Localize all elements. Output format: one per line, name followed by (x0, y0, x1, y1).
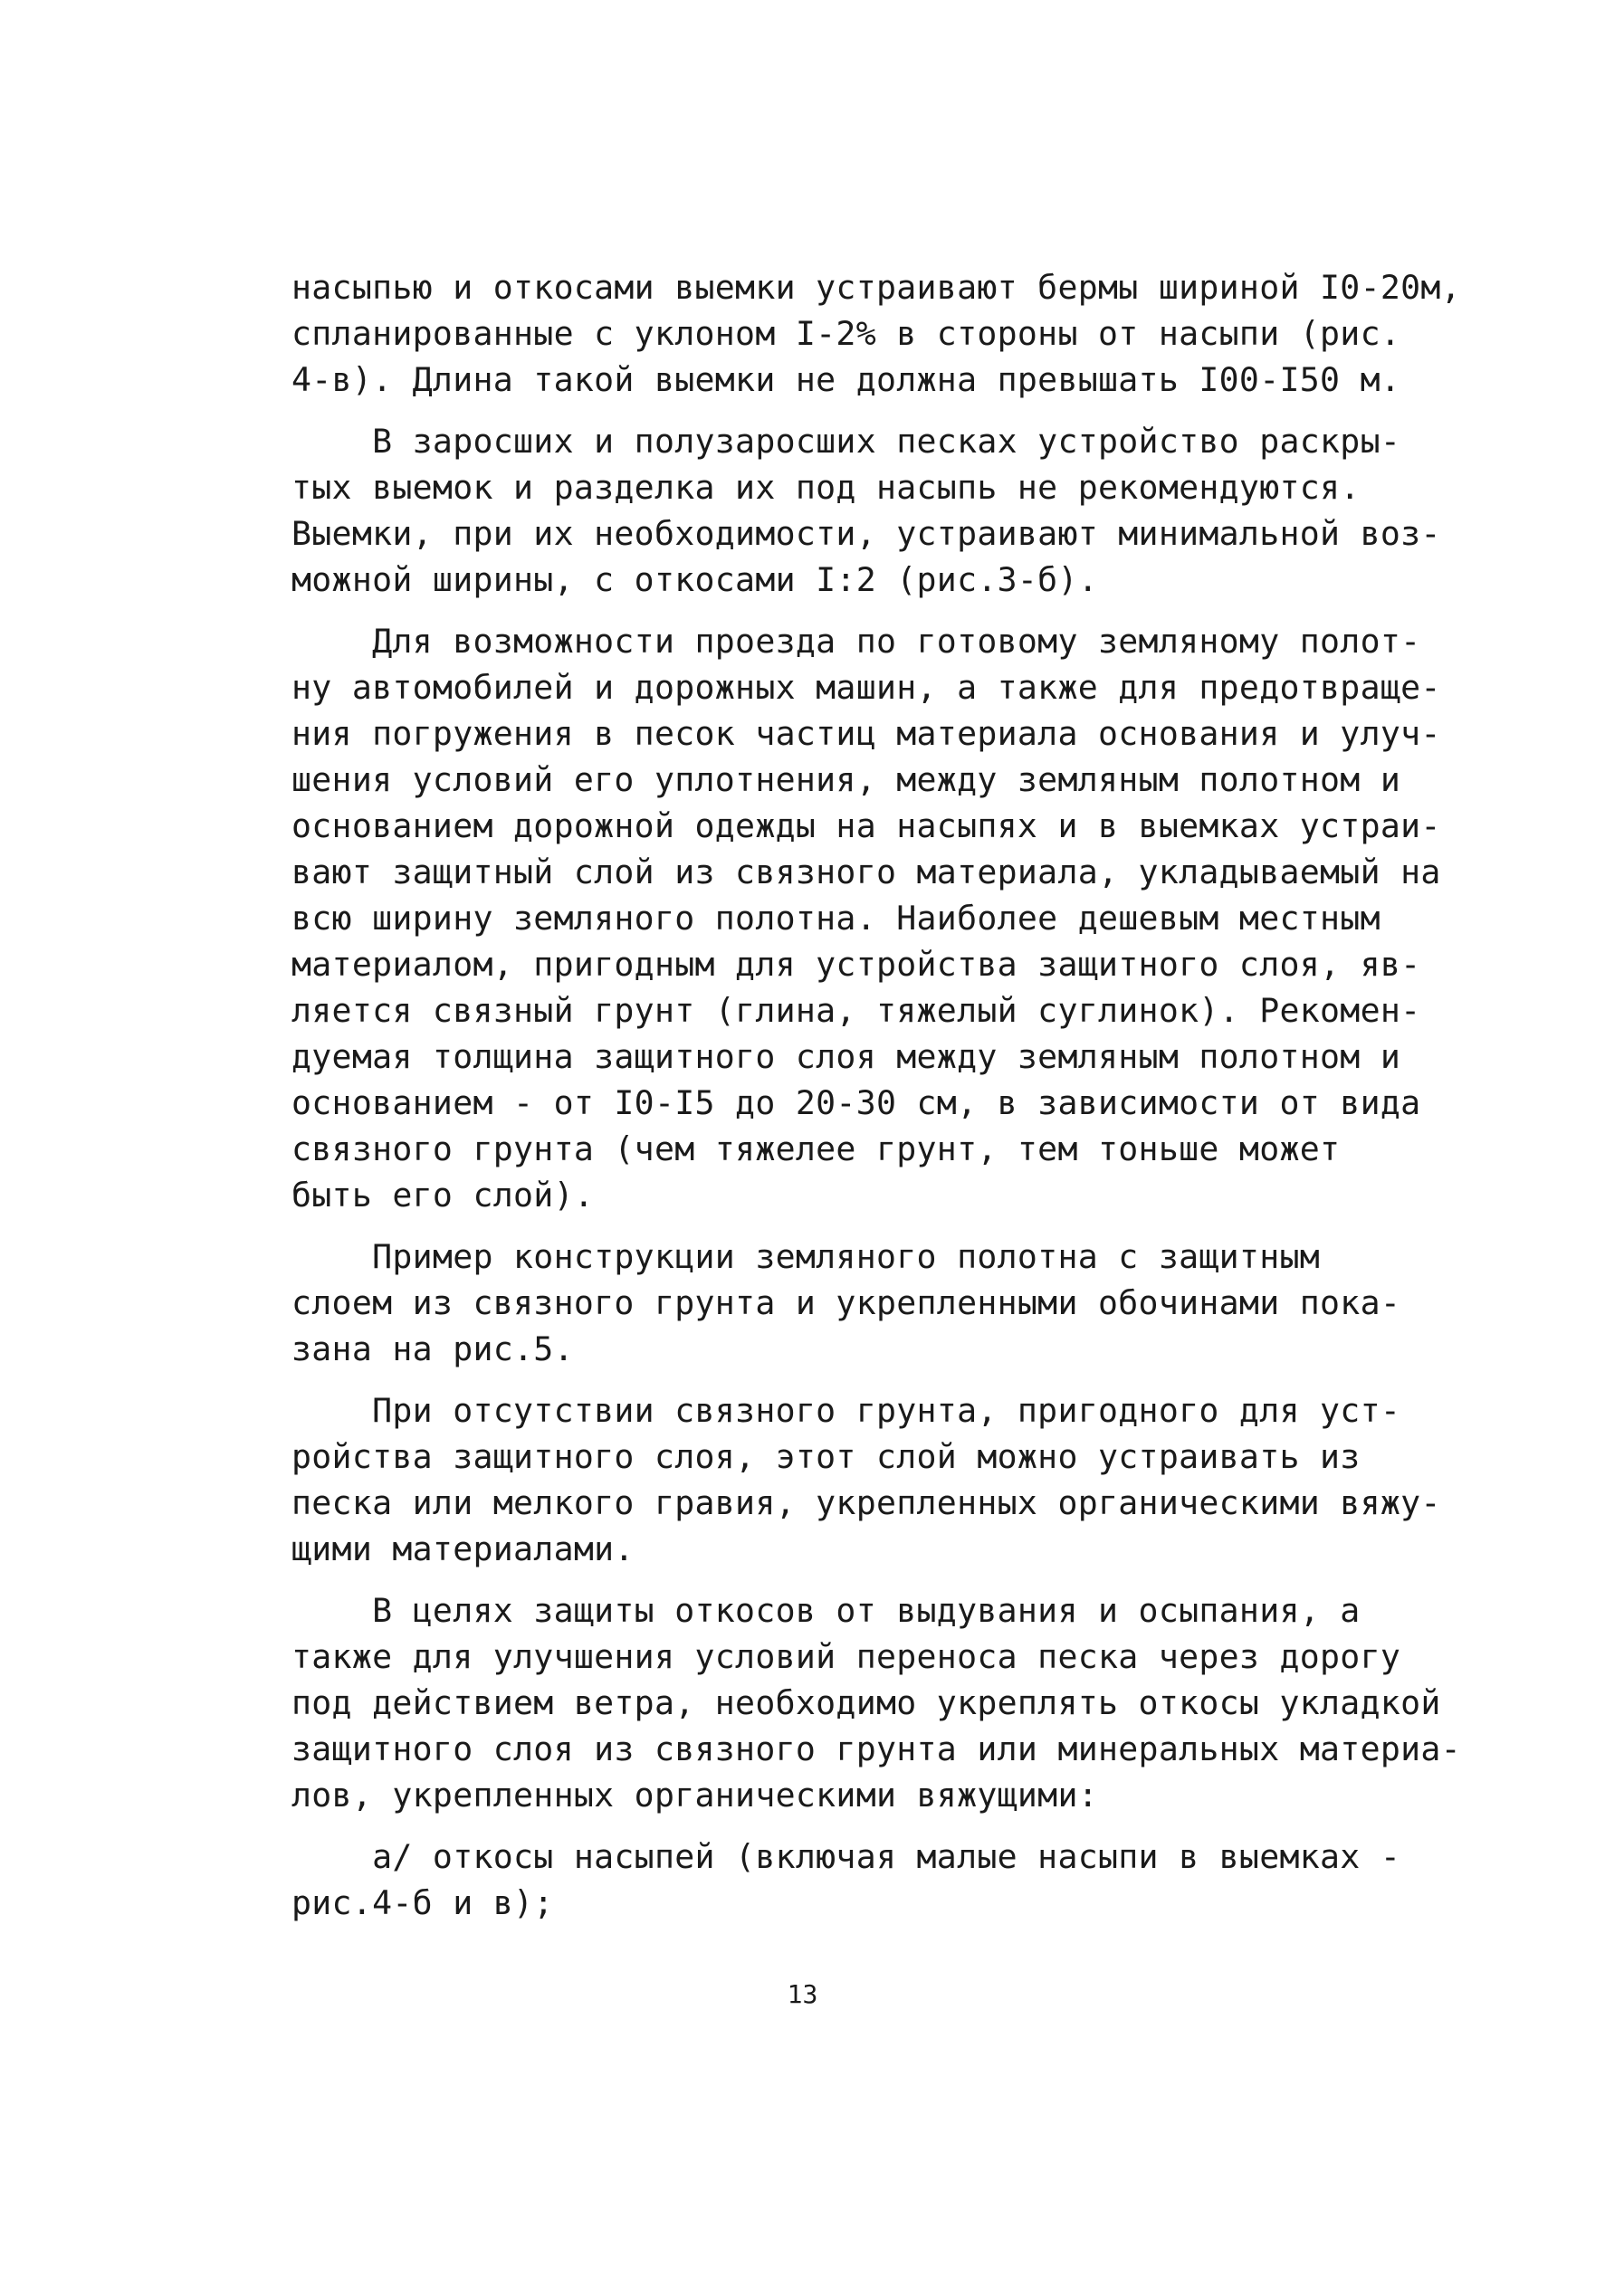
text-line: всю ширину земляного полотна. Наиболее дешевым местным (291, 899, 1380, 938)
paragraph (291, 1387, 1441, 1572)
paragraph (291, 1587, 1461, 1818)
text-line: песка или мелкого гравия, укрепленных органическими вяжу- (291, 1483, 1441, 1522)
text-line: 4-в). Длина такой выемки не должна превышать I00-I50 м. (291, 360, 1401, 399)
text-line: насыпью и откосами выемки устраивают бермы шириной I0-20м, (291, 268, 1461, 307)
text-line: также для улучшения условий переноса песка через дорогу (291, 1637, 1401, 1676)
paragraph (291, 1834, 1401, 1926)
text-line: материалом, пригодным для устройства защитного слоя, яв- (291, 945, 1421, 984)
text-line: Для возможности проезда по готовому земляному полот- (291, 622, 1421, 661)
paragraph (291, 264, 1461, 403)
text-line: лов, укрепленных органическими вяжущими: (291, 1776, 1098, 1815)
text-line: В целях защиты откосов от выдувания и осыпания, а (291, 1591, 1361, 1630)
page-number: 13 (787, 1979, 818, 2009)
text-line: ляется связный грунт (глина, тяжелый суглинок). Рекомен- (291, 991, 1421, 1030)
text-line: В заросших и полузаросших песках устройство раскры- (291, 422, 1401, 461)
paragraph-gap (291, 1572, 1360, 1587)
text-line: тых выемок и разделка их под насыпь не рекомендуются. (291, 468, 1361, 507)
text-line: щими материалами. (291, 1529, 635, 1568)
text-line: вают защитный слой из связного материала, укладываемый на (291, 853, 1441, 891)
text-line: быть его слой). (291, 1176, 595, 1215)
text-line: основанием дорожной одежды на насыпях и в выемках устраи- (291, 806, 1441, 845)
text-line: слоем из связного грунта и укрепленными обочинами пока- (291, 1283, 1401, 1322)
paragraph-gap (291, 1372, 1360, 1387)
text-line: дуемая толщина защитного слоя между земляным полотном и (291, 1037, 1401, 1076)
paragraph-gap (291, 1218, 1360, 1234)
text-line: а/ откосы насыпей (включая малые насыпи в выемках - (291, 1837, 1401, 1876)
text-line: можной ширины, с откосами I:2 (рис.3-б). (291, 560, 1098, 599)
text-line: ния погружения в песок частиц материала основания и улуч- (291, 714, 1441, 753)
text-line: связного грунта (чем тяжелее грунт, тем тоньше может (291, 1129, 1341, 1168)
text-line: ройства защитного слоя, этот слой можно устраивать из (291, 1437, 1361, 1476)
text-line: рис.4-б и в); (291, 1883, 554, 1922)
text-line: Пример конструкции земляного полотна с защитным (291, 1237, 1321, 1276)
paragraph (291, 418, 1441, 603)
paragraph (291, 618, 1441, 1218)
paragraph-gap (291, 603, 1360, 618)
paragraph-gap (291, 403, 1360, 418)
text-line: зана на рис.5. (291, 1329, 574, 1368)
text-line: Выемки, при их необходимости, устраивают минимальной воз- (291, 514, 1441, 553)
text-line: ну автомобилей и дорожных машин, а также для предотвраще- (291, 668, 1441, 707)
text-line: шения условий его уплотнения, между земляным полотном и (291, 760, 1401, 799)
text-line: защитного слоя из связного грунта или минеральных материа- (291, 1729, 1461, 1768)
text-line: При отсутствии связного грунта, пригодного для уст- (291, 1391, 1401, 1430)
text-line: основанием - от I0-I5 до 20-30 см, в зависимости от вида (291, 1083, 1421, 1122)
text-line: под действием ветра, необходимо укреплять откосы укладкой (291, 1683, 1441, 1722)
text-line: спланированные с уклоном I-2% в стороны от насыпи (рис. (291, 314, 1401, 353)
body-text (291, 264, 1461, 1926)
paragraph-gap (291, 1818, 1360, 1834)
paragraph (291, 1234, 1401, 1372)
